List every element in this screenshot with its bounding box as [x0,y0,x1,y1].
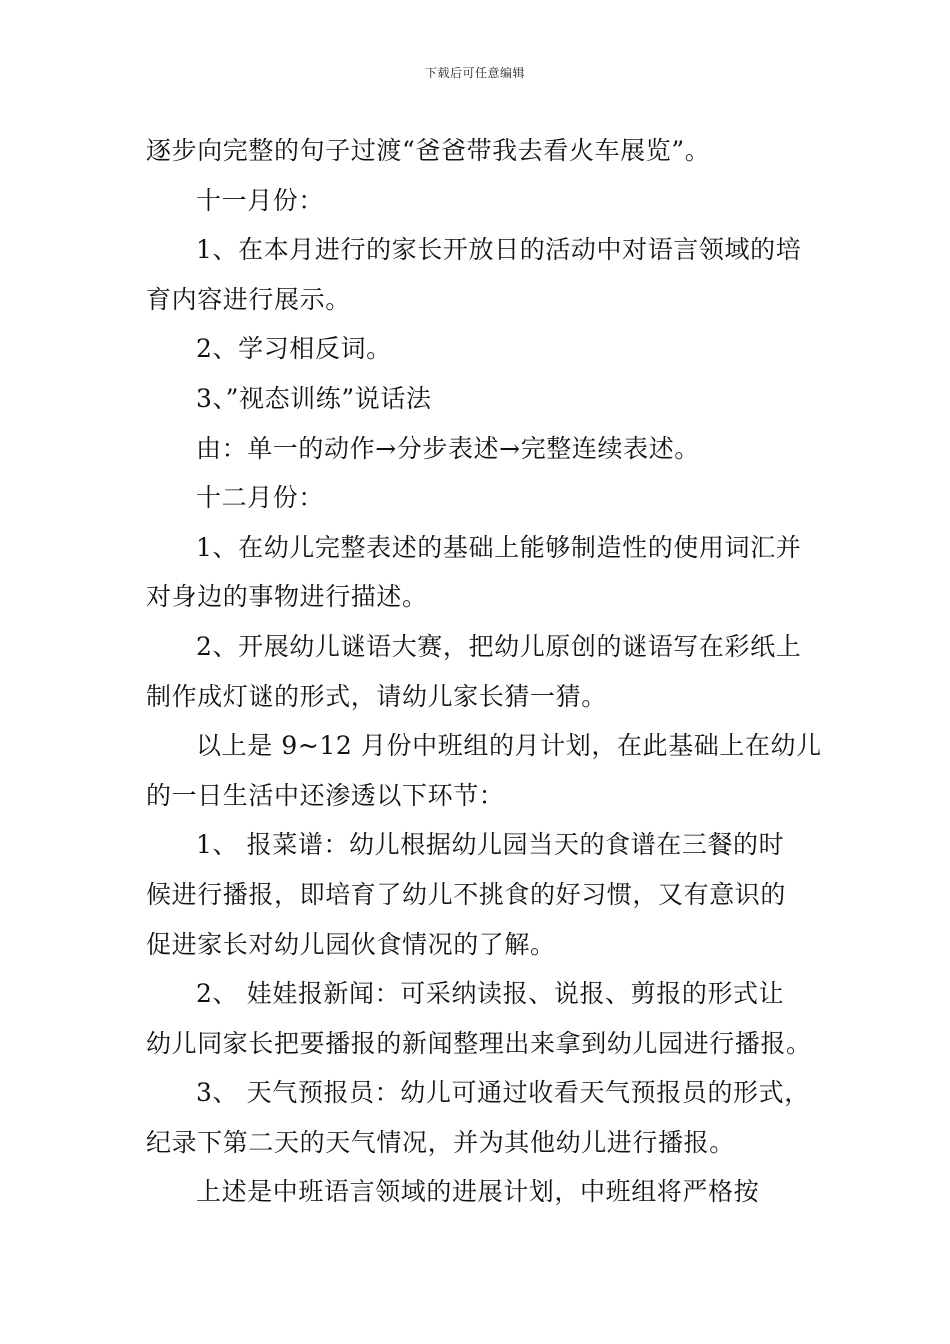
paragraph-line: 1、 报菜谱：幼儿根据幼儿园当天的食谱在三餐的时 [196,830,785,860]
paragraph-line: 候进行播报，即培育了幼儿不挑食的好习惯，又有意识的 [146,879,787,909]
section-heading-november: 十一月份： [196,185,325,215]
paragraph-line: 1、在幼儿完整表述的基础上能够制造性的使用词汇并 [196,532,802,562]
paragraph-line: 对身边的事物进行描述。 [146,582,428,612]
paragraph-line: 纪录下第二天的天气情况，并为其他幼儿进行播报。 [146,1127,735,1157]
paragraph-line: 幼儿同家长把要播报的新闻整理出来拿到幼儿园进行播报。 [146,1028,812,1058]
paragraph-line: 以上是 9~12 月份中班组的月计划，在此基础上在幼儿 [196,731,822,761]
paragraph-line: 上述是中班语言领域的进展计划，中班组将严格按 [196,1177,760,1207]
paragraph-line: 1、在本月进行的家长开放日的活动中对语言领域的培 [196,235,802,265]
paragraph-line: 的一日生活中还渗透以下环节： [146,780,505,810]
paragraph-line: 逐步向完整的句子过渡“爸爸带我去看火车展览”。 [146,136,711,165]
paragraph-line: 由：单一的动作→分步表述→完整连续表述。 [196,433,700,463]
paragraph-line: 制作成灯谜的形式，请幼儿家长猜一猜。 [146,681,607,711]
paragraph-line: 2、学习相反词。 [196,334,392,364]
paragraph-line: 促进家长对幼儿园伙食情况的了解。 [146,929,556,959]
section-heading-december: 十二月份： [196,483,325,513]
paragraph-line: 育内容进行展示。 [146,284,351,314]
paragraph-line: 3、 天气预报员：幼儿可通过收看天气预报员的形式， [196,1078,810,1108]
header-note: 下载后可任意编辑 [424,66,525,80]
paragraph-line: 3、”视态训练”说话法 [196,383,432,413]
paragraph-line: 2、 娃娃报新闻：可采纳读报、说报、剪报的形式让 [196,979,785,1009]
body-text [146,126,822,1217]
paragraph-line: 2、开展幼儿谜语大赛，把幼儿原创的谜语写在彩纸上 [196,631,802,661]
